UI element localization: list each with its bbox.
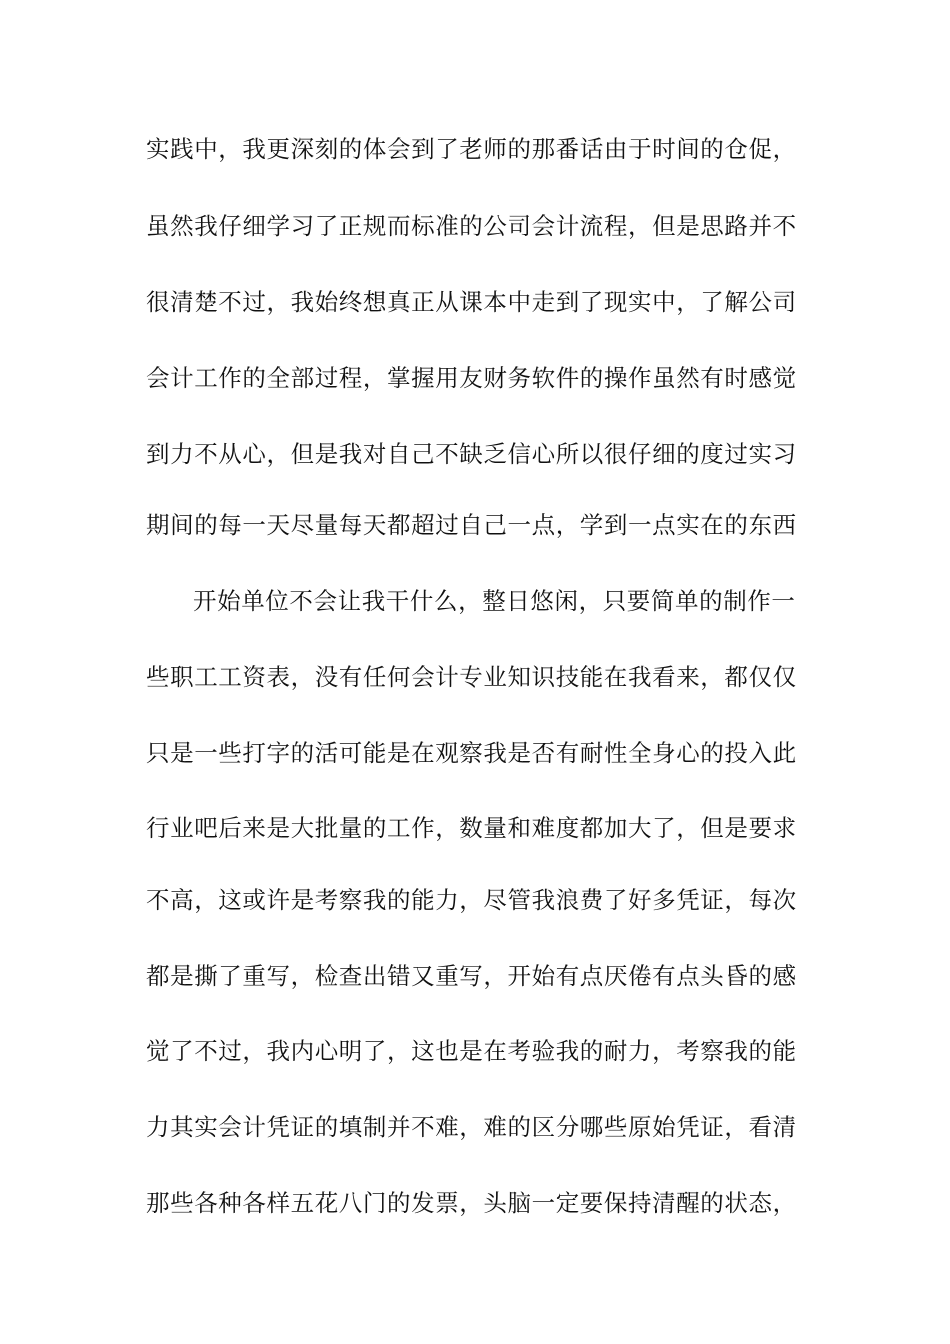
text-line: 到力不从心，但是我对自己不缺乏信心所以很仔细的度过实习 [146, 440, 797, 468]
text-line: 力其实会计凭证的填制并不难，难的区分哪些原始凭证，看清 [146, 1113, 797, 1141]
text-line: 些职工工资表，没有任何会计专业知识技能在我看来，都仅仅 [146, 663, 797, 691]
text-line: 虽然我仔细学习了正规而标准的公司会计流程，但是思路并不 [146, 212, 797, 240]
text-line: 期间的每一天尽量每天都超过自己一点，学到一点实在的东西 [146, 511, 797, 539]
text-line: 只是一些打字的活可能是在观察我是否有耐性全身心的投入此 [146, 739, 797, 767]
text-line: 那些各种各样五花八门的发票，头脑一定要保持清醒的状态， [146, 1189, 797, 1217]
text-line: 觉了不过，我内心明了，这也是在考验我的耐力，考察我的能 [146, 1037, 797, 1065]
text-line: 会计工作的全部过程，掌握用友财务软件的操作虽然有时感觉 [146, 364, 797, 392]
text-line: 很清楚不过，我始终想真正从课本中走到了现实中，了解公司 [146, 288, 797, 316]
paragraph-first-line: 开始单位不会让我干什么，整日悠闲，只要简单的制作一 [193, 587, 796, 615]
text-line: 不高，这或许是考察我的能力，尽管我浪费了好多凭证，每次 [146, 886, 797, 914]
text-line: 行业吧后来是大批量的工作，数量和难度都加大了，但是要求 [146, 814, 797, 842]
text-line: 都是撕了重写，检查出错又重写，开始有点厌倦有点头昏的感 [146, 962, 797, 990]
text-line: 实践中，我更深刻的体会到了老师的那番话由于时间的仓促， [146, 135, 797, 163]
